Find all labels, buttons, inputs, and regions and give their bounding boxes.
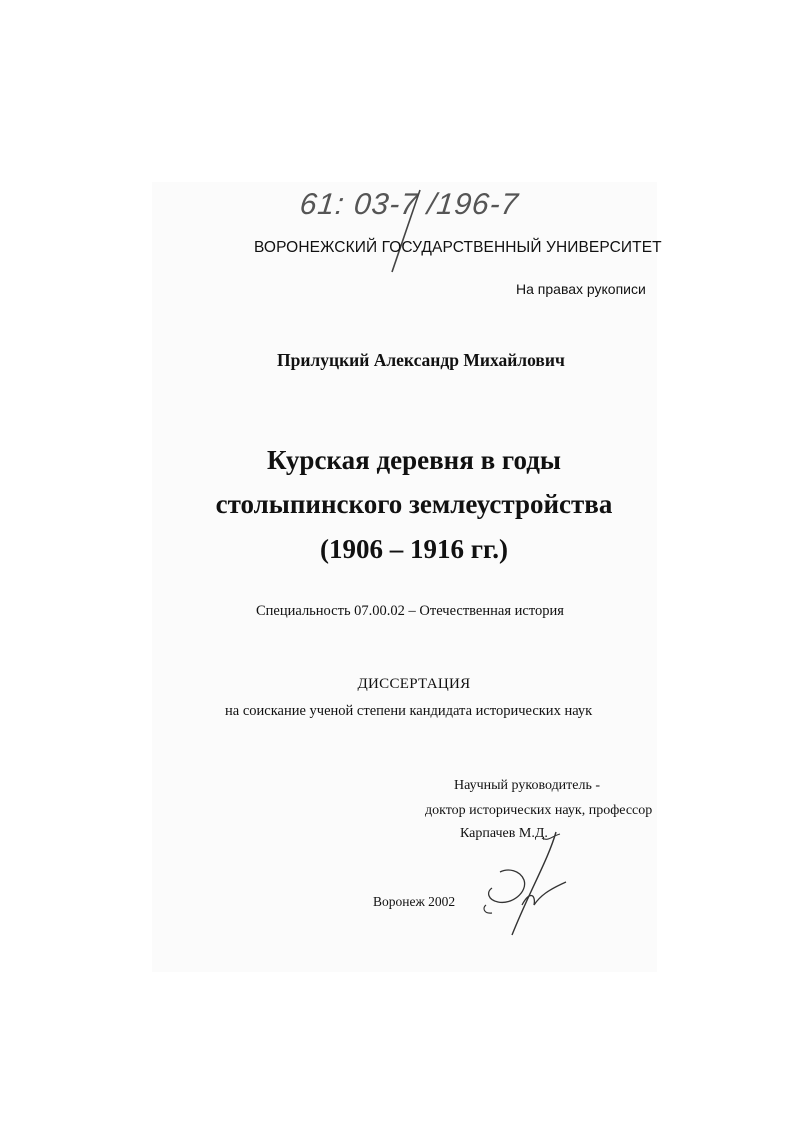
supervisor-title: доктор исторических наук, профессор [425, 803, 653, 818]
title-line-1: Курская деревня в годы [267, 445, 561, 475]
degree-line: на соискание ученой степени кандидата исторических наук [225, 703, 593, 719]
city-year: Воронеж 2002 [373, 894, 456, 909]
work-type: ДИССЕРТАЦИЯ [357, 676, 471, 692]
supervisor-name: Карпачев М.Д. [460, 826, 548, 841]
rights-note: На правах рукописи [516, 281, 646, 297]
title-line-3: (1906 – 1916 гг.) [320, 534, 508, 564]
university-name: ВОРОНЕЖСКИЙ ГОСУДАРСТВЕННЫЙ УНИВЕРСИТЕТ [254, 239, 662, 256]
speciality: Специальность 07.00.02 – Отечественная история [256, 603, 564, 619]
archive-number: 61: 03-7 /196-7 [298, 188, 521, 221]
author-name: Прилуцкий Александр Михайлович [277, 350, 565, 370]
supervisor-role: Научный руководитель - [454, 778, 601, 793]
title-line-2: столыпинского землеустройства [215, 489, 613, 519]
